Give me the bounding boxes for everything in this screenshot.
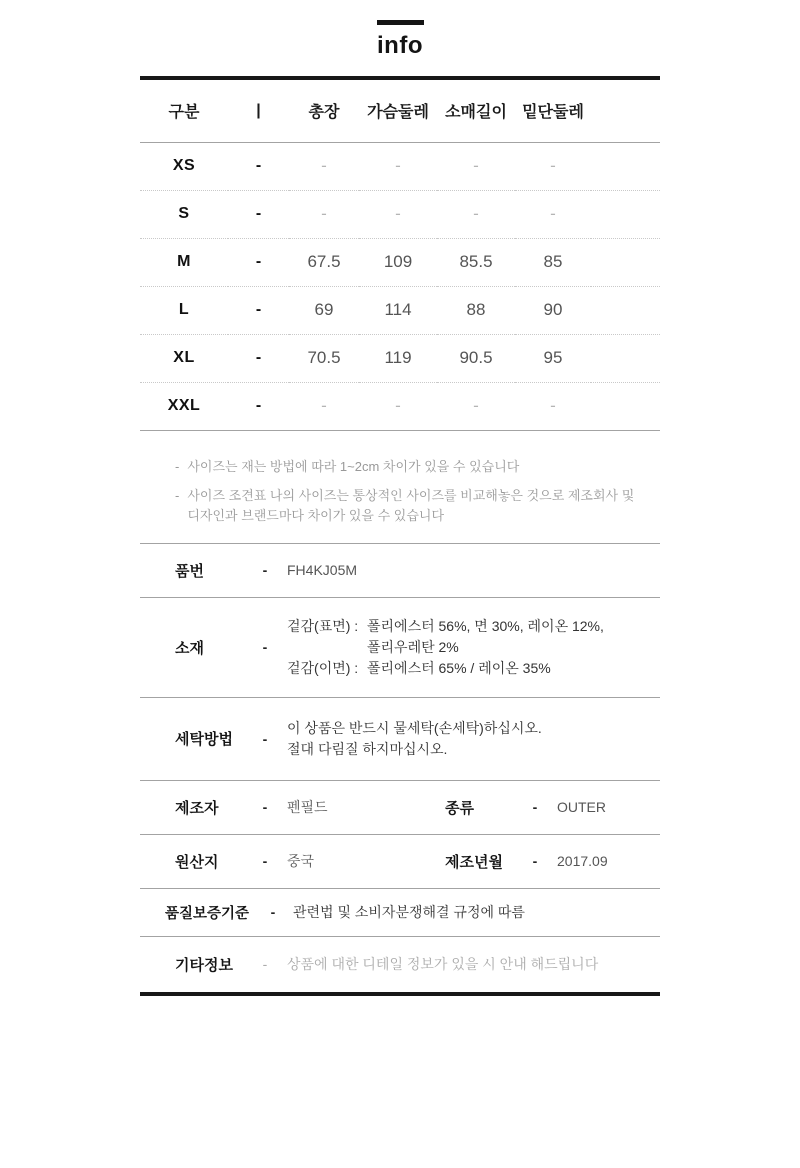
detail-row-extra-info	[140, 936, 660, 992]
hem: -	[550, 204, 556, 223]
size-dash: -	[255, 301, 262, 318]
col-header-hem: 밑단둘레	[522, 104, 584, 122]
size-row-xxl	[140, 382, 660, 430]
col-header-spacer	[591, 78, 660, 142]
category-pair	[445, 797, 606, 818]
spacer-cell	[591, 334, 660, 382]
manufacture-date-label: 제조년월	[445, 853, 503, 871]
size-label: S	[178, 205, 190, 222]
detail-row-item-number	[140, 543, 660, 597]
item-number-label: 품번	[175, 562, 204, 580]
total-length: -	[321, 156, 327, 175]
extra-info-label: 기타정보	[175, 956, 233, 974]
dash: -	[532, 799, 538, 815]
material-line-key: 겉감(표면) :	[287, 617, 359, 634]
hem: 90	[543, 300, 563, 319]
chest: 119	[384, 348, 412, 367]
material-value	[287, 616, 604, 679]
dash: -	[262, 562, 268, 578]
size-table-header-row	[140, 78, 660, 142]
hem: -	[550, 156, 556, 175]
washing-label: 세탁방법	[175, 731, 233, 748]
category-label: 종류	[445, 799, 474, 817]
detail-row-origin-date	[140, 834, 660, 888]
material-line	[287, 637, 604, 658]
washing-line: 이 상품은 반드시 물세탁(손세탁)하십시오.	[287, 719, 542, 736]
sleeve: 88	[466, 300, 486, 319]
size-label: L	[178, 301, 190, 318]
total-length: -	[321, 396, 327, 415]
sleeve: -	[473, 396, 479, 415]
spacer-cell	[591, 286, 660, 334]
detail-row-manufacturer-category	[140, 780, 660, 834]
size-note	[175, 486, 660, 526]
material-line-key	[287, 637, 367, 658]
size-label: XL	[173, 349, 195, 366]
size-note	[175, 457, 660, 477]
chest: -	[395, 204, 401, 223]
size-row-s	[140, 190, 660, 238]
page-title: info	[377, 32, 423, 59]
product-info-section	[140, 0, 660, 996]
manufacturer-value: 펜필드	[287, 799, 328, 815]
note-text: 사이즈 조견표 나의 사이즈는 통상적인 사이즈를 비교해놓은 것으로 제조회사 및 디자인과 브랜드마다 차이가 있을 수 있습니다	[187, 487, 635, 523]
washing-line: 절대 다림질 하지마십시오.	[287, 740, 448, 757]
origin-pair	[175, 851, 445, 872]
size-dash: -	[255, 397, 262, 414]
chest: -	[395, 156, 401, 175]
dash: -	[262, 853, 268, 869]
spacer-cell	[591, 238, 660, 286]
size-dash: -	[255, 349, 262, 366]
chest: 109	[383, 252, 413, 271]
size-dash: -	[255, 157, 262, 174]
col-header-sleeve: 소매길이	[445, 104, 507, 122]
dash: -	[270, 904, 276, 920]
category-value: OUTER	[557, 799, 606, 815]
chest: 114	[384, 300, 412, 319]
material-line-text: 폴리에스터 65% / 레이온 35%	[367, 659, 551, 676]
dash: -	[262, 639, 268, 655]
col-header-unit: |	[256, 101, 261, 119]
col-header-chest: 가슴둘레	[367, 104, 429, 122]
dash: -	[262, 956, 268, 972]
size-row-xs	[140, 142, 660, 190]
manufacture-date-value: 2017.09	[557, 853, 608, 869]
size-row-l	[140, 286, 660, 334]
material-line-key: 겉감(이면) :	[287, 659, 359, 676]
size-label: XXL	[167, 397, 201, 414]
product-details	[140, 543, 660, 996]
material-line	[287, 658, 604, 679]
detail-row-washing	[140, 697, 660, 780]
col-header-total-length: 총장	[308, 104, 340, 122]
extra-info-value: 상품에 대한 디테일 정보가 있을 시 안내 해드립니다	[287, 956, 599, 972]
detail-row-material	[140, 597, 660, 697]
quality-standard-value: 관련법 및 소비자분쟁해결 규정에 따름	[293, 904, 525, 920]
col-header-category: 구분	[168, 104, 200, 122]
hem: -	[550, 396, 556, 415]
total-length: 67.5	[307, 252, 341, 271]
hem: 85	[543, 252, 563, 271]
material-line-text: 폴리우레탄 2%	[367, 638, 459, 655]
sleeve: -	[473, 156, 479, 175]
spacer-cell	[591, 142, 660, 190]
note-bullet: -	[175, 458, 180, 474]
size-label: M	[177, 253, 191, 270]
manufacture-date-pair	[445, 851, 608, 872]
washing-value	[287, 718, 542, 760]
size-table	[140, 76, 660, 431]
item-number-value: FH4KJ05M	[287, 562, 358, 578]
sleeve: 90.5	[459, 348, 493, 367]
dash: -	[262, 730, 268, 747]
origin-value: 중국	[287, 853, 315, 869]
size-label: XS	[172, 157, 196, 174]
size-dash: -	[255, 253, 262, 270]
size-dash: -	[255, 205, 262, 222]
note-bullet: -	[175, 487, 180, 503]
note-text: 사이즈는 재는 방법에 따라 1~2cm 차이가 있을 수 있습니다	[187, 458, 520, 474]
material-label: 소재	[175, 639, 204, 657]
material-line-text: 폴리에스터 56%, 면 30%, 레이온 12%,	[367, 617, 604, 634]
detail-row-quality-standard	[140, 888, 660, 936]
spacer-cell	[591, 190, 660, 238]
origin-label: 원산지	[175, 853, 219, 871]
total-length: 70.5	[307, 348, 341, 367]
info-header	[140, 0, 660, 60]
manufacturer-label: 제조자	[175, 799, 219, 817]
chest: -	[395, 396, 401, 415]
hem: 95	[543, 348, 563, 367]
size-notes	[140, 431, 660, 543]
sleeve: 85.5	[459, 252, 493, 271]
total-length: 69	[314, 300, 334, 319]
material-line	[287, 616, 604, 637]
manufacturer-pair	[175, 797, 445, 818]
sleeve: -	[473, 204, 479, 223]
dash: -	[532, 853, 538, 869]
spacer-cell	[591, 382, 660, 430]
quality-standard-label: 품질보증기준	[165, 905, 250, 922]
total-length: -	[321, 204, 327, 223]
size-row-xl	[140, 334, 660, 382]
size-row-m	[140, 238, 660, 286]
dash: -	[262, 799, 268, 815]
title-accent-bar	[377, 20, 424, 25]
